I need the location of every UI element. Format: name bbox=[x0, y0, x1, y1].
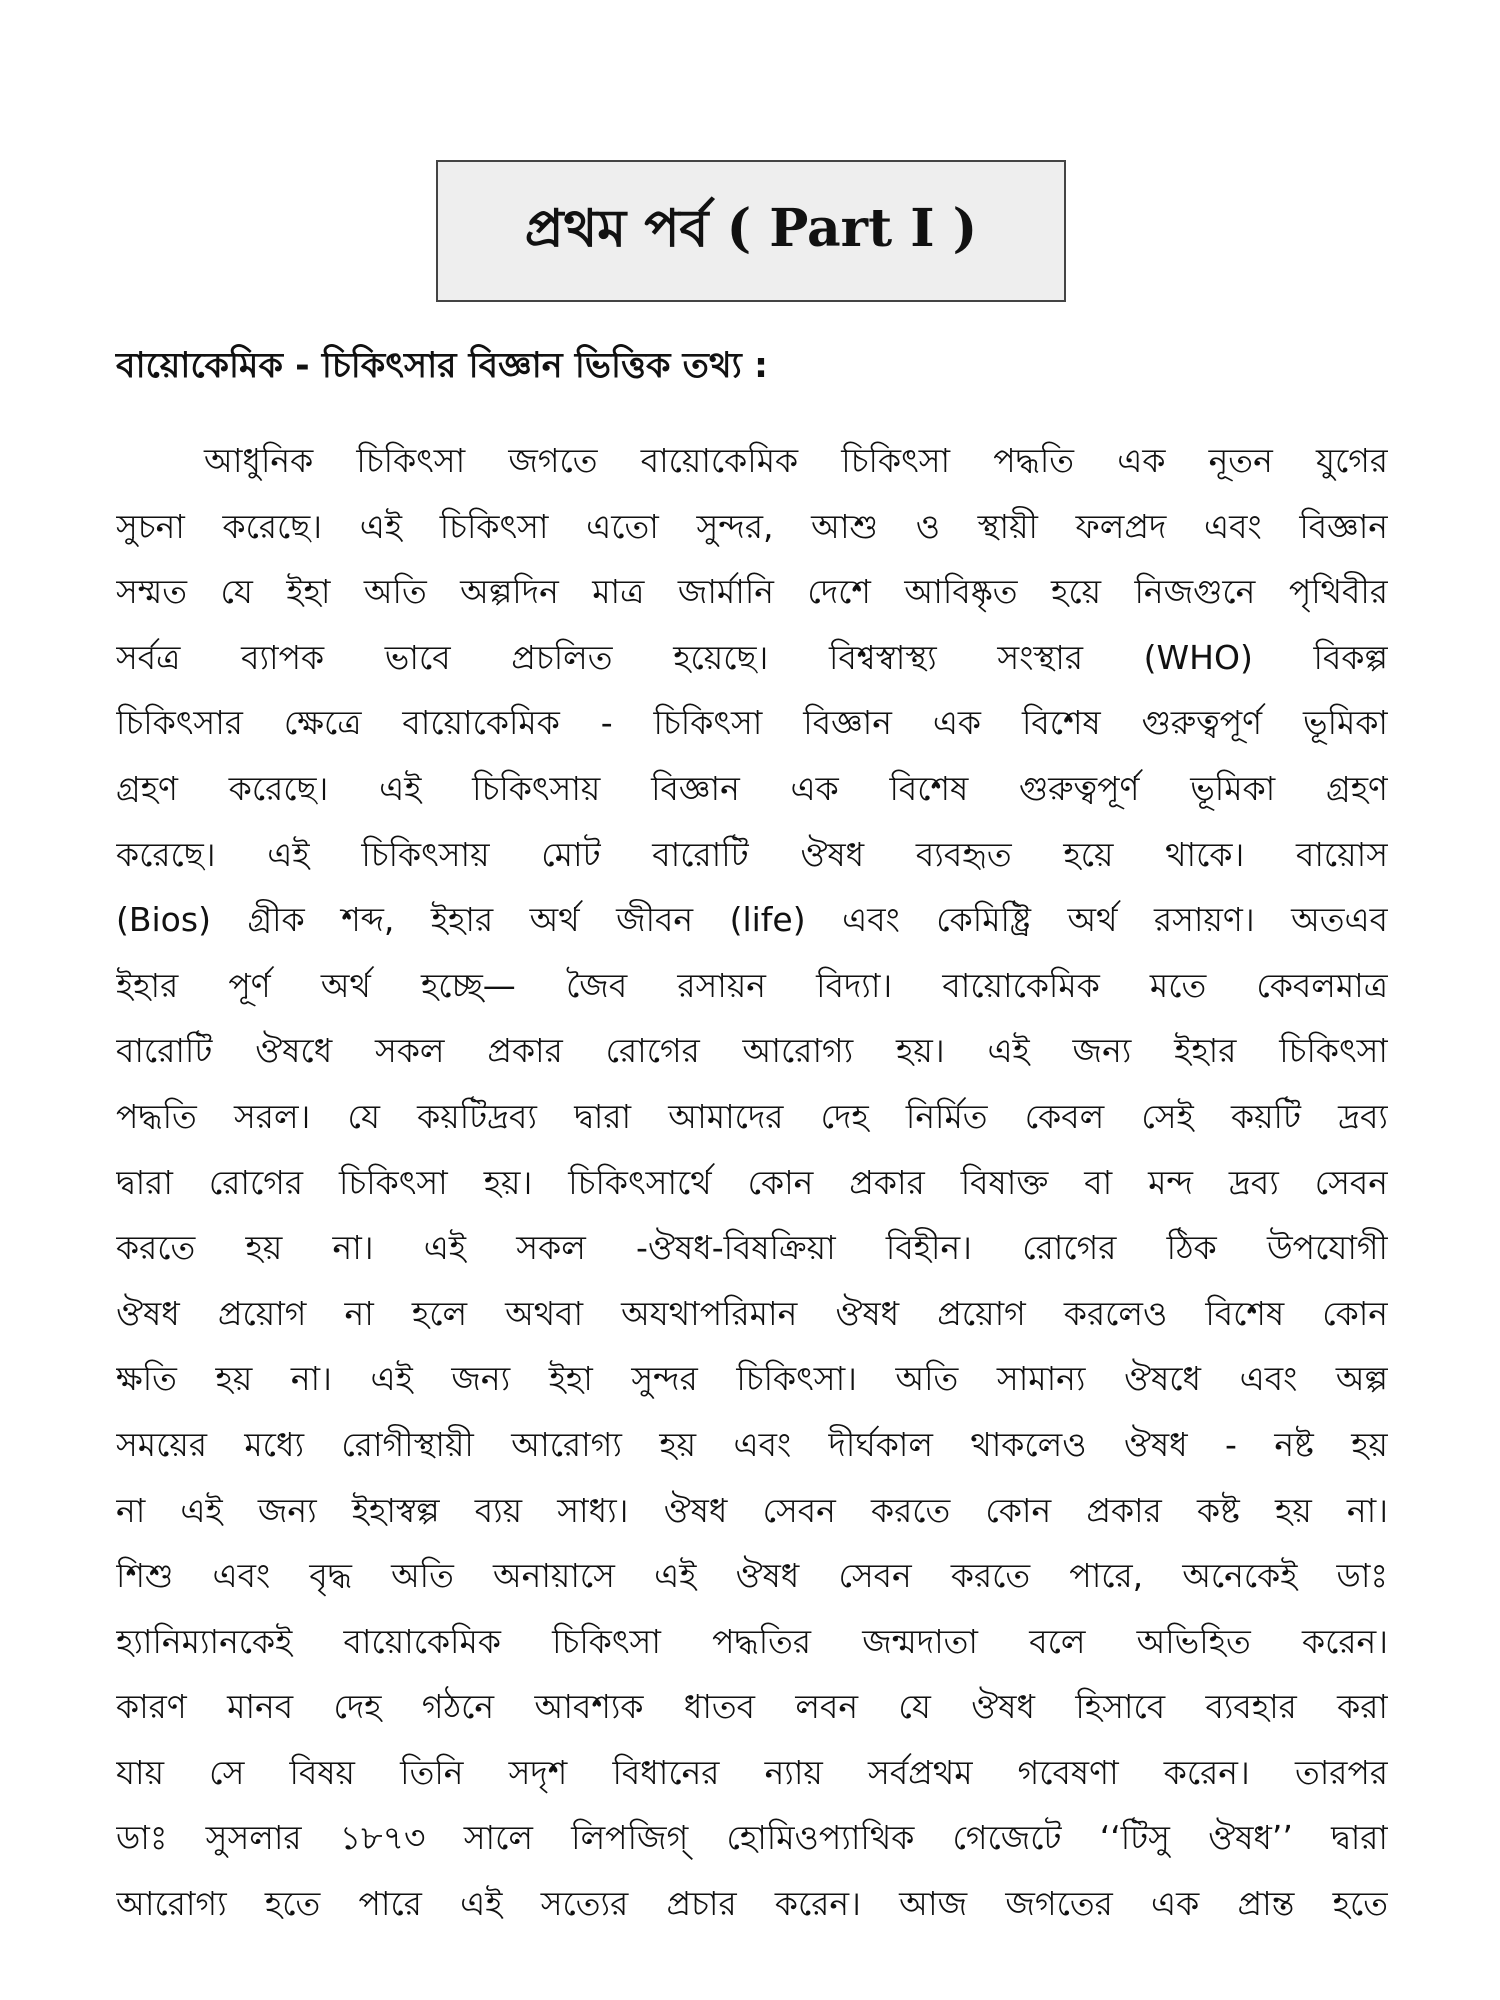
text-line: হ্যানিম্যানকেই বায়োকেমিক চিকিৎসা পদ্ধতির জন্মদাতা বলে অভিহিত করেন। bbox=[116, 1621, 1388, 1661]
text-line: বারোটি ঔষধে সকল প্রকার রোগের আরোগ্য হয়। এই জন্য ইহার চিকিৎসা bbox=[116, 1031, 1388, 1071]
body-paragraph bbox=[116, 428, 1388, 1937]
text-line: ইহার পূর্ণ অর্থ হচ্ছে— জৈব রসায়ন বিদ্যা। বায়োকেমিক মতে কেবলমাত্র bbox=[116, 965, 1388, 1005]
text-line: ডাঃ সুসলার ১৮৭৩ সালে লিপজিগ্ হোমিওপ্যাথিক গেজেটে ‘‘টিসু ঔষধ’’ দ্বারা bbox=[116, 1818, 1388, 1858]
text-line: আধুনিক চিকিৎসা জগতে বায়োকেমিক চিকিৎসা পদ্ধতি এক নূতন যুগের bbox=[204, 441, 1388, 480]
text-line: সময়ের মধ্যে রোগীস্থায়ী আরোগ্য হয় এবং দীর্ঘকাল থাকলেও ঔষধ - নষ্ট হয় bbox=[116, 1424, 1388, 1464]
text-line: শিশু এবং বৃদ্ধ অতি অনায়াসে এই ঔষধ সেবন করতে পারে, অনেকেই ডাঃ bbox=[116, 1556, 1388, 1596]
text-line: করেছে। এই চিকিৎসায় মোট বারোটি ঔষধ ব্যবহৃত হয়ে থাকে। বায়োস bbox=[116, 834, 1388, 874]
text-line: সুচনা করেছে। এই চিকিৎসা এতো সুন্দর, আশু ও স্থায়ী ফলপ্রদ এবং বিজ্ঞান bbox=[116, 506, 1388, 546]
text-line: (Bios) গ্রীক শব্দ, ইহার অর্থ জীবন (life) এবং কেমিষ্ট্রি অর্থ রসায়ণ। অতএব bbox=[116, 900, 1388, 940]
text-line: আরোগ্য হতে পারে এই সত্যের প্রচার করেন। আজ জগতের এক প্রান্ত হতে bbox=[116, 1884, 1388, 1924]
text-line: গ্রহণ করেছে। এই চিকিৎসায় বিজ্ঞান এক বিশেষ গুরুত্বপূর্ণ ভূমিকা গ্রহণ bbox=[116, 768, 1388, 808]
section-heading: বায়োকেমিক - চিকিৎসার বিজ্ঞান ভিত্তিক তথ্য : bbox=[116, 346, 768, 386]
text-line: ক্ষতি হয় না। এই জন্য ইহা সুন্দর চিকিৎসা। অতি সামান্য ঔষধে এবং অল্প bbox=[116, 1359, 1388, 1399]
text-line: চিকিৎসার ক্ষেত্রে বায়োকেমিক - চিকিৎসা বিজ্ঞান এক বিশেষ গুরুত্বপূর্ণ ভূমিকা bbox=[116, 703, 1388, 743]
text-line: পদ্ধতি সরল। যে কয়টিদ্রব্য দ্বারা আমাদের দেহ নির্মিত কেবল সেই কয়টি দ্রব্য bbox=[116, 1096, 1388, 1136]
title-box bbox=[436, 160, 1066, 302]
text-line: যায় সে বিষয় তিনি সদৃশ বিধানের ন্যায় সর্বপ্রথম গবেষণা করেন। তারপর bbox=[116, 1752, 1388, 1792]
text-line: কারণ মানব দেহ গঠনে আবশ্যক ধাতব লবন যে ঔষধ হিসাবে ব্যবহার করা bbox=[116, 1687, 1388, 1727]
text-line: সম্মত যে ইহা অতি অল্পদিন মাত্র জার্মানি দেশে আবিষ্কৃত হয়ে নিজগুনে পৃথিবীর bbox=[116, 572, 1388, 612]
text-line: না এই জন্য ইহাস্বল্প ব্যয় সাধ্য। ঔষধ সেবন করতে কোন প্রকার কষ্ট হয় না। bbox=[116, 1490, 1388, 1530]
text-line: ঔষধ প্রয়োগ না হলে অথবা অযথাপরিমান ঔষধ প্রয়োগ করলেও বিশেষ কোন bbox=[116, 1293, 1388, 1333]
text-line: দ্বারা রোগের চিকিৎসা হয়। চিকিৎসার্থে কোন প্রকার বিষাক্ত বা মন্দ দ্রব্য সেবন bbox=[116, 1162, 1388, 1202]
text-line: করতে হয় না। এই সকল -ঔষধ-বিষক্রিয়া বিহীন। রোগের ঠিক উপযোগী bbox=[116, 1228, 1388, 1268]
text-line: সর্বত্র ব্যাপক ভাবে প্রচলিত হয়েছে। বিশ্বস্বাস্থ্য সংস্থার (WHO) বিকল্প bbox=[116, 637, 1388, 677]
part-title: প্রথম পর্ব ( Part I ) bbox=[524, 197, 978, 259]
